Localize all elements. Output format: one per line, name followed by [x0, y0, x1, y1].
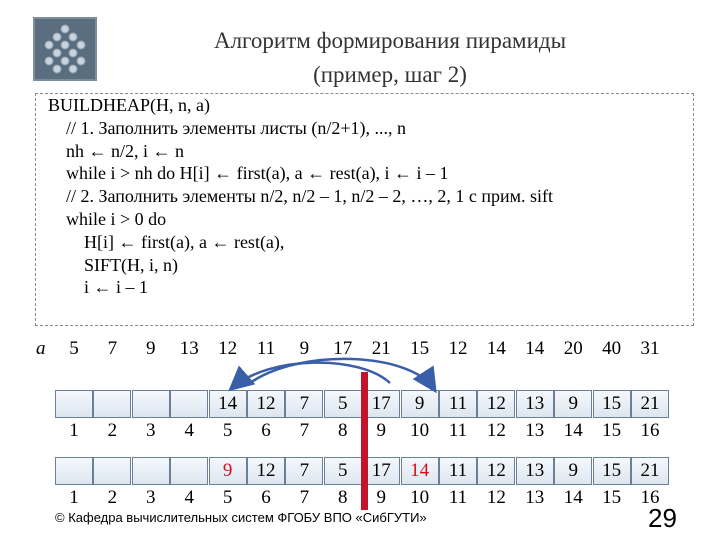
array-value: 9	[146, 338, 156, 359]
array-value: 12	[218, 338, 238, 359]
heap-index: 3	[146, 420, 156, 441]
code-line: while i > 0 do	[48, 208, 167, 229]
heap-value: 5	[338, 393, 348, 414]
heap-index: 10	[410, 487, 430, 508]
code-line: i ← i – 1	[48, 277, 149, 298]
code-line: while i > nh do H[i] ← first(a), a ← rest(a), i ← i – 1	[48, 163, 449, 184]
title-line-2: (пример, шаг 2)	[313, 62, 467, 87]
heap-value: 9	[222, 460, 233, 481]
footer-text: © Кафедра вычислительных систем ФГОБУ ВПО «СибГУТИ»	[55, 510, 427, 525]
array-value: 12	[448, 338, 468, 359]
heap-value: 9	[568, 393, 578, 414]
heap-index: 16	[640, 487, 660, 508]
array-value: 14	[486, 338, 506, 359]
heap-index: 7	[299, 487, 310, 508]
title-line-1: Алгоритм формирования пирамиды	[213, 28, 567, 53]
array-value: 14	[525, 338, 545, 359]
heap-value: 12	[256, 393, 276, 414]
code-line: // 2. Заполнить элементы n/2, n/2 – 1, n/2 – 2, …, 2, 1 с прим. sift	[48, 186, 553, 207]
heap-index: 16	[640, 420, 660, 441]
heap-value: 15	[602, 460, 622, 481]
heap-index: 4	[184, 487, 194, 508]
heap-value: 7	[299, 460, 310, 481]
heap-index: 14	[563, 487, 583, 508]
heap-index: 1	[69, 420, 79, 441]
code-line: H[i] ← first(a), a ← rest(a),	[48, 231, 285, 252]
heap-value: 17	[371, 393, 391, 414]
heap-index: 12	[486, 487, 506, 508]
code-line: // 1. Заполнить элементы листы (n/2+1), ..., n	[48, 117, 407, 138]
heap-index: 5	[222, 487, 233, 508]
heap-index: 1	[69, 487, 79, 508]
heap-value: 5	[338, 460, 348, 481]
heap-index: 15	[602, 487, 622, 508]
code-line: SIFT(H, i, n)	[48, 254, 178, 275]
heap-value: 12	[486, 393, 506, 414]
heap-value: 11	[448, 393, 468, 414]
heap-index: 15	[602, 420, 622, 441]
heap-value: 9	[568, 460, 578, 481]
heap-index: 3	[146, 487, 156, 508]
heap-index: 11	[448, 420, 468, 441]
heap-value: 11	[448, 460, 468, 481]
array-value: 11	[256, 338, 276, 359]
array-value: 7	[107, 338, 118, 359]
array-value: 15	[410, 338, 430, 359]
heap-index: 4	[184, 420, 194, 441]
heap-value: 15	[602, 393, 622, 414]
heap-index: 7	[299, 420, 310, 441]
heap-index: 12	[486, 420, 506, 441]
heap-index: 2	[107, 487, 118, 508]
heap-index: 14	[563, 420, 583, 441]
heap-value: 21	[640, 460, 660, 481]
heap-index: 9	[376, 487, 386, 508]
heap-index: 8	[338, 420, 348, 441]
array-value: 17	[333, 338, 353, 359]
array-label: a	[36, 338, 46, 359]
code-line: nh ← n/2, i ← n	[48, 140, 185, 161]
array-value: 40	[602, 338, 622, 359]
page-number: 29	[648, 503, 677, 533]
heap-index: 11	[448, 487, 468, 508]
heap-value: 21	[640, 393, 660, 414]
heap-value: 14	[410, 460, 430, 481]
heap-value: 13	[525, 393, 545, 414]
heap-index: 6	[261, 487, 271, 508]
heap-index: 13	[525, 487, 545, 508]
array-value: 9	[299, 338, 310, 359]
heap-value: 17	[371, 460, 391, 481]
heap-value: 9	[414, 393, 425, 414]
array-value: 13	[179, 338, 199, 359]
heap-value: 13	[525, 460, 545, 481]
heap-index: 10	[410, 420, 430, 441]
heap-index: 9	[376, 420, 386, 441]
code-line: BUILDHEAP(H, n, a)	[48, 95, 210, 115]
heap-value: 7	[299, 393, 310, 414]
heap-value: 12	[256, 460, 276, 481]
heap-value: 14	[218, 393, 238, 414]
heap-index: 13	[525, 420, 545, 441]
array-value: 5	[69, 338, 79, 359]
heap-index: 5	[222, 420, 233, 441]
heap-index: 8	[338, 487, 348, 508]
array-value: 31	[640, 338, 660, 359]
array-value: 20	[563, 338, 583, 359]
heap-index: 2	[107, 420, 118, 441]
heap-value: 12	[486, 460, 506, 481]
arrow-to-index-5	[232, 363, 390, 388]
heap-index: 6	[261, 420, 271, 441]
array-value: 21	[371, 338, 391, 359]
